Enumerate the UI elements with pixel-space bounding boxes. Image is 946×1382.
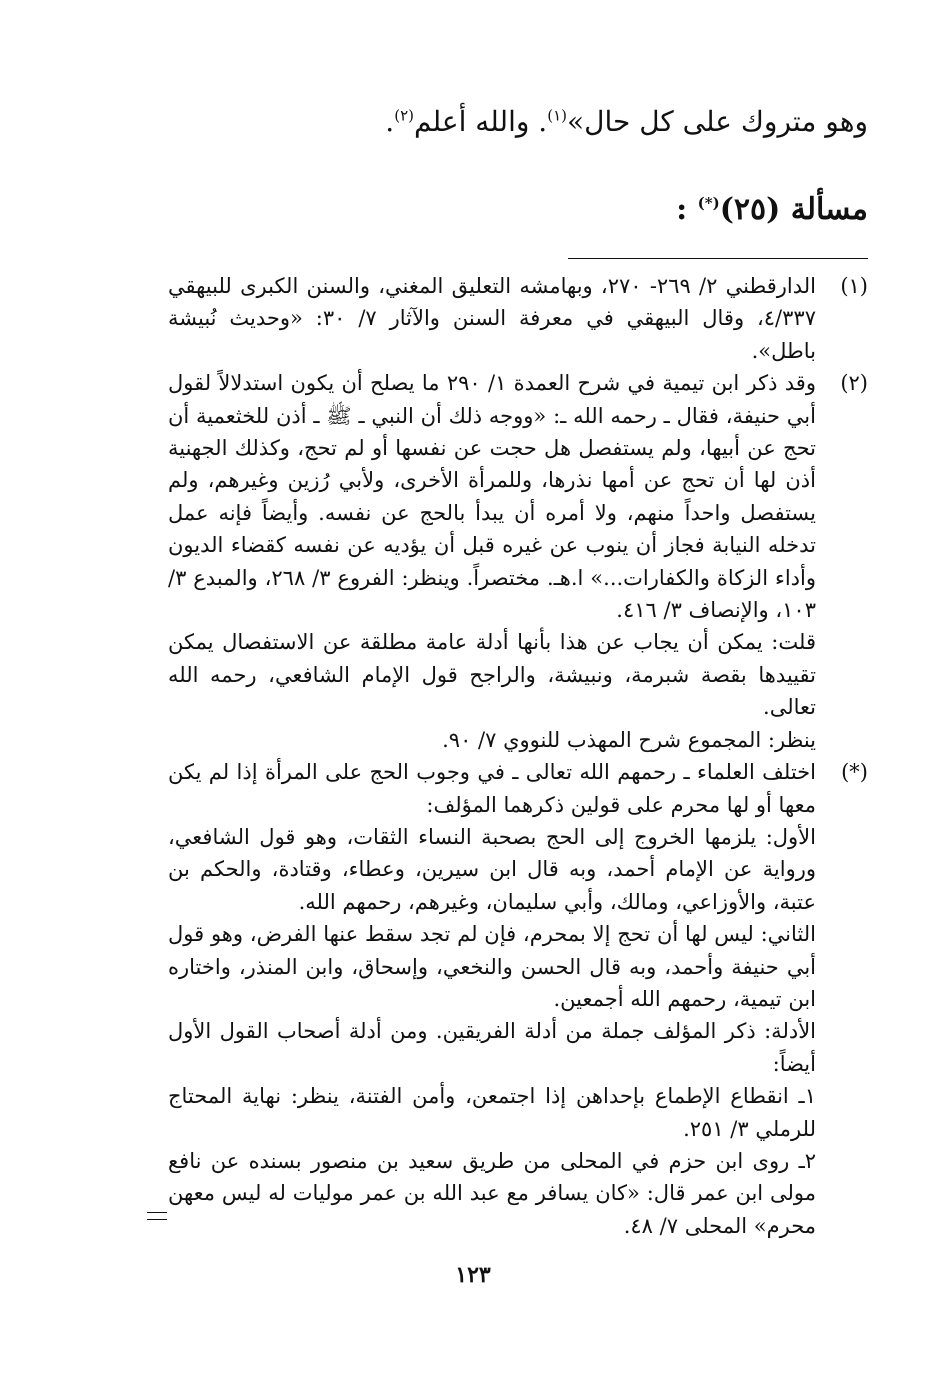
footnote-1 xyxy=(168,270,868,367)
footnote-ref-2: (٢) xyxy=(394,106,414,125)
section-heading xyxy=(88,188,868,232)
footnote-marker: (*) xyxy=(841,760,868,785)
footnotes xyxy=(168,270,868,1242)
main-text-line xyxy=(88,100,868,144)
heading-footnote-ref: (*) xyxy=(697,194,720,212)
footnote-ref-1: (١) xyxy=(547,106,567,125)
footnote-marker: (١) xyxy=(840,274,868,298)
footnote-paragraph: ٢ـ روى ابن حزم في المحلى من طريق سعيد بن منصور بسنده عن نافع مولى ابن عمر قال: «كان يسافر مع عبد الله بن عمر موليات له ليس معهن محرم» المحلى ٧/ ٤٨. xyxy=(168,1148,816,1238)
footnote-paragraph: الدارقطني ٢/ ٢٦٩- ٢٧٠، وبهامشه التعليق المغني، والسنن الكبرى للبيهقي ٤/٣٣٧، وقال البيهقي في معرفة السنن والآثار ٧/ ٣٠: «وحديث نُبيشة باطل». xyxy=(168,274,816,363)
footnote-paragraph: ١ـ انقطاع الإطماع بإحداهن إذا اجتمعن، وأمن الفتنة، ينظر: نهاية المحتاج للرملي ٣/ ٢٥١. xyxy=(168,1084,816,1141)
footnote-star xyxy=(168,756,868,1242)
footnote-paragraph: الثاني: ليس لها أن تحج إلا بمحرم، فإن لم تجد سقط عنها الفرض، وهو قول أبي حنيفة وأحمد، وبه قال الحسن والنخعي، وإسحاق، وابن المنذر، واختاره ابن تيمية، رحمهم الله أجمعين. xyxy=(168,922,816,1011)
main-text-segment: . xyxy=(385,105,395,138)
footnote-paragraph: قلت: يمكن أن يجاب عن هذا بأنها أدلة عامة مطلقة عن الاستفصال يمكن تقييدها بقصة شبرمة، ونبيشة، والراجح قول الإمام الشافعي، رحمه الله تعالى. xyxy=(168,630,816,720)
heading-colon: : xyxy=(676,192,698,227)
footnote-marker: (٢) xyxy=(840,371,868,396)
main-text-segment: . والله أعلم xyxy=(413,105,548,138)
footnote-paragraph: اختلف العلماء ـ رحمهم الله تعالى ـ في وجوب الحج على المرأة إذا لم يكن معها أو لها محرم على قولين ذكرهما المؤلف: xyxy=(168,760,816,817)
footnote-separator xyxy=(568,258,868,259)
footnote-2 xyxy=(168,367,868,756)
footnote-paragraph: الأول: يلزمها الخروج إلى الحج بصحبة النساء الثقات، وهو قول الشافعي، ورواية عن الإمام أحمد، وبه قال ابن سيرين، وعطاء، وقتادة، والحكم بن عتبة، والأوزاعي، ومالك، وأبي سليمان، وغيرهم، رحمهم الله. xyxy=(168,824,816,914)
footnote-paragraph: وقد ذكر ابن تيمية في شرح العمدة ١/ ٢٩٠ ما يصلح أن يكون استدلالاً لقول أبي حنيفة، فقال ـ رحمه الله ـ: «ووجه ذلك أن النبي ـ ﷺ ـ أذن للخثعمية أن تحج عن أبيها، ولم يستفصل هل حجت عن نفسها أو لم تحج، وكذلك الجهنية أذن لها أن تحج عن أمها نذرها، وللمرأة الأخرى، ولأبي رُزين وغيرهم، ولم يستفصل واحداً منهم، ولا أمره أن يبدأ بالحج عن نفسه. وأيضاً فإنه عمل تدخله النيابة فجاز أن ينوب عن غيره قبل أن يؤديه عن نفسه كقضاء الديون وأداء الزكاة والكفارات...» ا.هـ. مختصراً. وينظر: الفروع ٣/ ٢٦٨، والمبدع ٣/ ١٠٣، والإنصاف ٣/ ٤١٦. xyxy=(168,371,816,623)
page-number: ١٢٣ xyxy=(455,1262,491,1288)
continuation-mark xyxy=(147,1212,167,1220)
footnote-paragraph: الأدلة: ذكر المؤلف جملة من أدلة الفريقين. ومن أدلة أصحاب القول الأول أيضاً: xyxy=(168,1019,816,1076)
heading-title: مسألة (٢٥) xyxy=(719,192,868,227)
main-text-segment: وهو متروك على كل حال» xyxy=(566,105,868,138)
footnote-paragraph: ينظر: المجموع شرح المهذب للنووي ٧/ ٩٠. xyxy=(442,727,816,752)
